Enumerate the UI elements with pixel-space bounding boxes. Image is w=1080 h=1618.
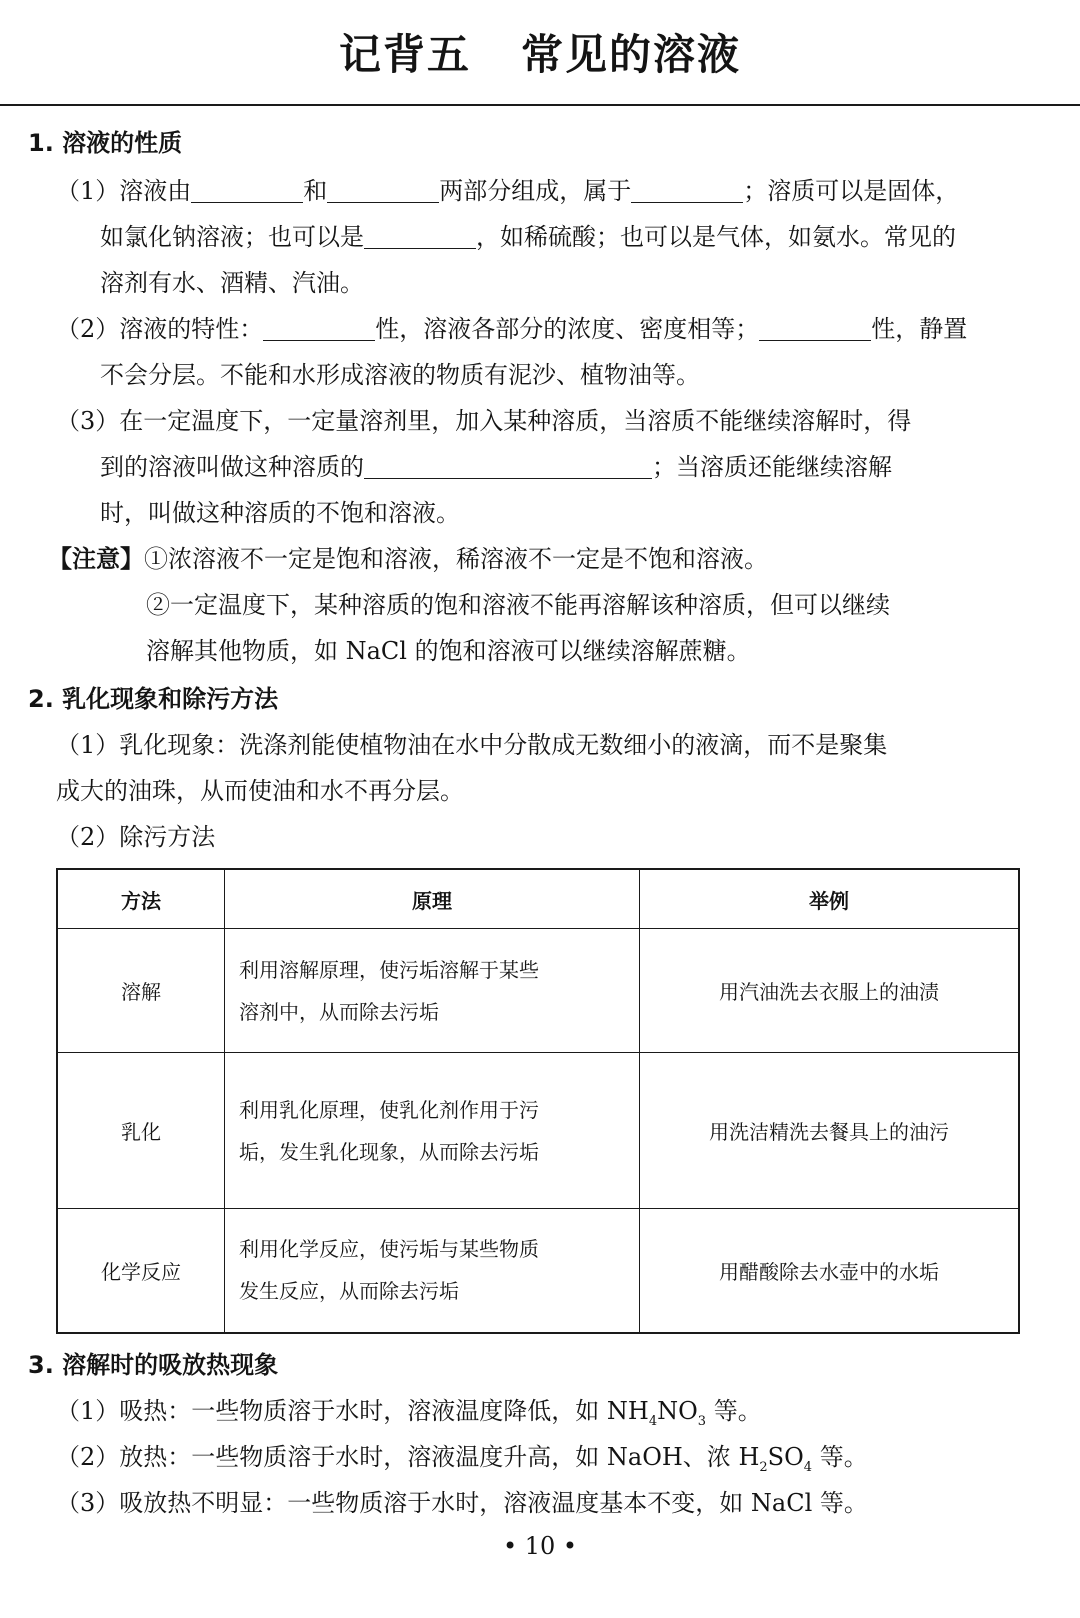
s2-p1-line2: 成大的油珠，从而使油和水不再分层。 — [56, 777, 464, 805]
s1-p2-line1: （2）溶液的特性： 性，溶液各部分的浓度、密度相等； 性，静置 — [56, 306, 967, 352]
blank-6 — [759, 310, 871, 341]
col-principle-header: 原理 — [225, 869, 640, 929]
note-line3: 溶解其他物质，如 NaCl 的饱和溶液可以继续溶解蔗糖。 — [146, 637, 751, 665]
page-title: 记背五 常见的溶液 — [338, 30, 742, 79]
method-cell: 化学反应 — [57, 1209, 225, 1333]
section-2-heading: 2. 乳化现象和除污方法 — [28, 685, 279, 713]
blank-5 — [263, 310, 375, 341]
table-row — [57, 1053, 1019, 1209]
note-line1: 【注意】①浓溶液不一定是饱和溶液，稀溶液不一定是不饱和溶液。 — [48, 545, 768, 573]
s1-p2-line2: 不会分层。不能和水形成溶液的物质有泥沙、植物油等。 — [100, 361, 700, 389]
s1-p3-line2: 到的溶液叫做这种溶质的 ；当溶质还能继续溶解 — [100, 444, 892, 490]
s2-p2: （2）除污方法 — [56, 823, 216, 851]
s1-p1-line2: 如氯化钠溶液；也可以是 ，如稀硫酸；也可以是气体，如氨水。常见的 — [100, 214, 956, 260]
blank-4 — [364, 218, 476, 249]
s1-p1-line3: 溶剂有水、酒精、汽油。 — [100, 269, 364, 297]
note-tag: 【注意】 — [48, 545, 144, 573]
example-cell: 用醋酸除去水壶中的水垢 — [640, 1209, 1020, 1333]
table-row — [57, 1209, 1019, 1333]
blank-2 — [327, 172, 439, 203]
col-method-header: 方法 — [57, 869, 225, 929]
page-number: • 10 • — [502, 1532, 578, 1560]
table-row — [57, 929, 1019, 1053]
s1-p3-line3: 时，叫做这种溶质的不饱和溶液。 — [100, 499, 460, 527]
s3-line3: （3）吸放热不明显：一些物质溶于水时，溶液温度基本不变，如 NaCl 等。 — [56, 1489, 868, 1517]
s3-line2: （2）放热：一些物质溶于水时，溶液温度升高，如 NaOH、浓 $H_2SO_4$ 等。 — [56, 1443, 868, 1475]
s2-p1-line1: （1）乳化现象：洗涤剂能使植物油在水中分散成无数细小的液滴，而不是聚集 — [56, 731, 888, 759]
blank-3 — [631, 172, 743, 203]
s1-p1-line1: （1）溶液由 和 两部分组成，属于 ；溶质可以是固体， — [56, 168, 959, 214]
s3-line1: （1）吸热：一些物质溶于水时，溶液温度降低，如 $NH_4NO_3$ 等。 — [56, 1397, 762, 1429]
method-cell: 溶解 — [57, 929, 225, 1053]
title-divider — [0, 104, 1080, 106]
note-line2: ②一定温度下，某种溶质的饱和溶液不能再溶解该种溶质，但可以继续 — [146, 591, 890, 619]
section-1-heading: 1. 溶液的性质 — [28, 129, 183, 157]
section-3-heading: 3. 溶解时的吸放热现象 — [28, 1351, 279, 1379]
table-header-row — [57, 869, 1019, 929]
col-example-header: 举例 — [640, 869, 1020, 929]
s1-p3-line1: （3）在一定温度下，一定量溶剂里，加入某种溶质，当溶质不能继续溶解时，得 — [56, 407, 912, 435]
example-cell: 用洗洁精洗去餐具上的油污 — [640, 1053, 1020, 1209]
blank-7 — [364, 448, 652, 479]
blank-1 — [191, 172, 303, 203]
principle-cell: 利用化学反应，使污垢与某些物质 发生反应，从而除去污垢 — [225, 1209, 640, 1333]
principle-cell: 利用乳化原理，使乳化剂作用于污 垢，发生乳化现象，从而除去污垢 — [225, 1053, 640, 1209]
principle-cell: 利用溶解原理，使污垢溶解于某些 溶剂中，从而除去污垢 — [225, 929, 640, 1053]
example-cell: 用汽油洗去衣服上的油渍 — [640, 929, 1020, 1053]
method-cell: 乳化 — [57, 1053, 225, 1209]
decontamination-table — [56, 868, 1020, 1334]
